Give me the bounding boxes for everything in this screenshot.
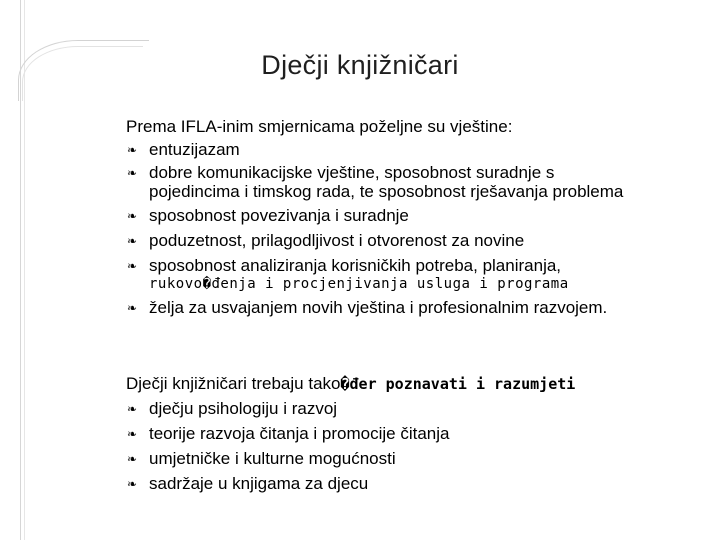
list-item: [126, 140, 706, 160]
list-item-text: poduzetnost, prilagodljivost i otvorenost za novine: [149, 231, 525, 250]
ornament-bullet-icon: ❧: [127, 402, 138, 416]
ornament-bullet-icon: ❧: [127, 234, 138, 248]
list-item-text: dječju psihologiju i razvoj: [149, 399, 338, 418]
skills-list: [126, 140, 706, 318]
list-item: [126, 474, 706, 494]
knowledge-heading-text: Dječji knjižničari trebaju tako: [126, 374, 341, 393]
list-item-text: sposobnost povezivanja i suradnje: [149, 206, 409, 225]
list-item: [126, 449, 706, 469]
list-item: [126, 231, 706, 251]
list-item-text: dobre komunikacijske vještine, sposobnost suradnje s pojedincima i timskog rada, te sposobnost rješavanja problema: [149, 163, 624, 201]
list-item-text: umjetničke i kulturne mogućnosti: [149, 449, 396, 468]
knowledge-heading-text-continuation: �đer poznavati i razumjeti: [340, 375, 576, 393]
list-item-text: entuzijazam: [149, 140, 240, 159]
knowledge-list: [126, 399, 706, 494]
list-item: [126, 163, 706, 201]
ornament-bullet-icon: ❧: [127, 259, 138, 273]
slide-title: Dječji knjižničari: [261, 50, 459, 80]
list-item-text: teorije razvoja čitanja i promocije čitanja: [149, 424, 450, 443]
list-item-text: sadržaje u knjigama za djecu: [149, 474, 369, 493]
ornament-bullet-icon: ❧: [127, 166, 138, 180]
list-item-text: sposobnost analiziranja korisničkih potreba, planiranja,: [149, 256, 562, 275]
list-item: [126, 399, 706, 419]
knowledge-section: [126, 374, 706, 494]
ornament-bullet-icon: ❧: [127, 427, 138, 441]
list-item: [126, 298, 706, 318]
skills-section: [126, 117, 706, 318]
knowledge-heading: [126, 374, 706, 394]
ornament-bullet-icon: ❧: [127, 477, 138, 491]
list-item-text: želja za usvajanjem novih vještina i profesionalnim razvojem.: [149, 298, 608, 317]
ornament-bullet-icon: ❧: [127, 452, 138, 466]
list-item-text-continuation: rukovo�đenja i procjenjivanja usluga i programa: [149, 276, 569, 292]
list-item: [126, 424, 706, 444]
ornament-bullet-icon: ❧: [127, 143, 138, 157]
ornament-bullet-icon: ❧: [127, 209, 138, 223]
skills-heading: Prema IFLA-inim smjernicama poželjne su vještine:: [126, 117, 513, 136]
ornament-bullet-icon: ❧: [127, 301, 138, 315]
list-item: [126, 256, 706, 294]
list-item: [126, 206, 706, 226]
